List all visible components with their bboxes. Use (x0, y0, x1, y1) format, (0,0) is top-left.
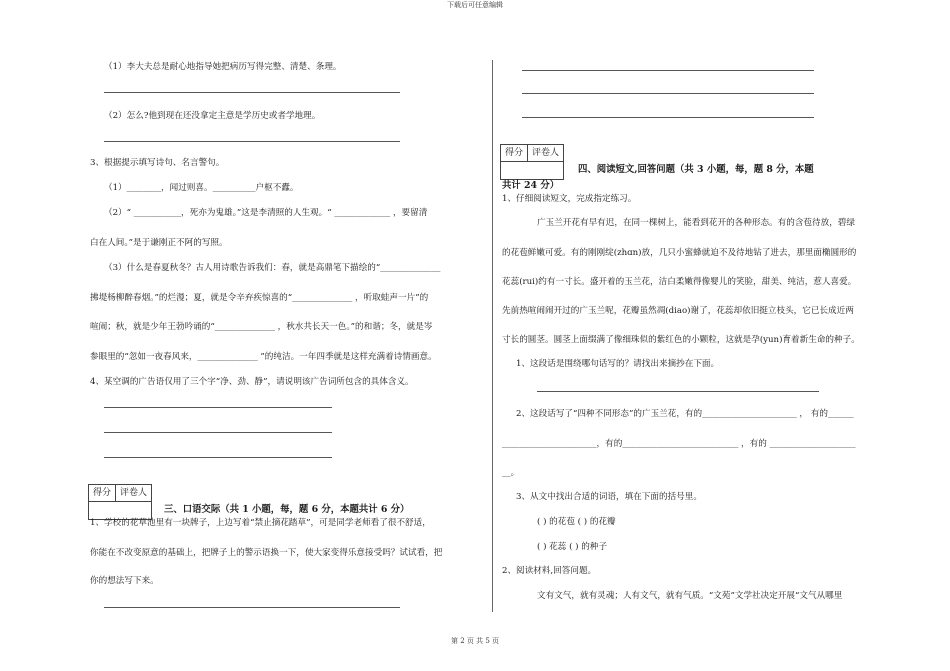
left-q3-title: 3、根据提示填写诗句、名言警句。 (90, 158, 225, 168)
answer-line (104, 607, 400, 608)
left-q3-3a: （3）什么是春夏秋冬？古人用诗歌告诉我们：春，就是高鼎笔下描绘的“______________ (104, 263, 441, 273)
grader-label: 评卷人 (527, 145, 563, 162)
section4-title-b: 共计 24 分） (502, 180, 560, 191)
answer-line (104, 141, 400, 142)
section3-q1c: 你的想法写下来。 (90, 576, 159, 586)
passage-line-4: 先前热喧闹闹开过的广玉兰呢，花瓣虽然凋(diao)谢了，花蕊却依旧挺立枝头，它已长成近两 (502, 306, 854, 316)
left-q1: （1）李大夫总是耐心地指导她把病历写得完整、清楚、条理。 (104, 62, 342, 72)
passage-line-3: 花蕊(rui)约有一寸长。盛开着的玉兰花，洁白柔嫩得像婴儿的笑脸，甜美、纯洁，惹人喜爱。 (502, 277, 857, 287)
answer-line (522, 93, 814, 94)
passage-line-2: 的花苞鲜嫩可爱。有的刚刚绽(zhɑn)放，几只小蜜蜂就迫不及待地钻了进去，那里面椭圆形的 (502, 248, 857, 258)
left-q3-3d: 参眼里的“忽如一夜春风来，______________ ”的纯洁。一年四季就是这样充满着诗情画意。 (90, 352, 437, 362)
answer-line (104, 92, 400, 93)
answer-line (104, 457, 332, 458)
page-footer: 第 2 页 共 5 页 (450, 637, 500, 645)
passage-line-5: 寸长的圆茎。圆茎上面缀满了像细珠似的紫红色的小颗粒，这就是孕(yun)育着新生命的种子。 (502, 335, 860, 345)
answer-line (522, 117, 814, 118)
left-q4: 4、某空调的广告语仅用了三个字“净、劲、静”，请说明该广告词所包含的具体含义。 (90, 377, 414, 387)
page-header: 下载后可任意编辑 (447, 1, 503, 9)
score-box (88, 484, 152, 520)
left-q3-1: （1）________，闻过则喜。__________户枢不蠹。 (104, 183, 299, 193)
reading1-q1: 1、这段话是围绕哪句话写的？请找出来摘抄在下面。 (516, 359, 720, 369)
reading1-q3: 3、从文中找出合适的词语，填在下面的括号里。 (516, 492, 702, 502)
section3-q1b: 你能在不改变原意的基础上，把牌子上的警示语换一下，使大家变得乐意接受吗？试试看，把 (90, 548, 443, 558)
answer-line (104, 407, 332, 408)
left-q3-3c: 喧闹；秋，就是少年王勃吟诵的“______________ ，秋水共长天一色。”的和谐；冬，就是岑 (90, 322, 433, 332)
section4-title-a: 四、阅读短文,回答问题（共 3 小题，每，题 8 分，本题 (578, 164, 814, 175)
left-q3-2a: （2）“ ___________，死亦为鬼雄。”这是李清照的人生观。“ _____________ ，要留清 (104, 208, 428, 218)
left-q3-3b: 拂堤杨柳醉春烟。”的烂漫；夏，就是令辛弃疾惊喜的“______________ ，听取蛙声一片”的 (90, 293, 429, 303)
reading1-q2a: 2、这段话写了“四种不同形态”的广玉兰花，有的______________________ ， 有的______ (516, 409, 854, 419)
answer-line (522, 70, 814, 71)
reading1-q2b: ______________________，有的___________________________ ，有的 ____________________ (502, 439, 856, 449)
reading2-title: 2、阅读材料,回答问题。 (502, 566, 597, 576)
answer-line (537, 391, 819, 392)
passage2-line-1: 文有文气，就有灵魂；人有文气，就有气质。“文苑”文学社决定开展“文气从哪里 (537, 591, 843, 601)
score-label: 得分 (89, 485, 115, 502)
left-q2: （2）怎么?他到现在还没拿定主意是学历史或者学地理。 (104, 111, 321, 121)
left-q3-2b: 白在人间。”是于谦刚正不阿的写照。 (90, 238, 228, 248)
column-divider (492, 60, 493, 612)
score-box (500, 144, 564, 180)
score-label: 得分 (501, 145, 527, 162)
reading1-q3-1: ( ) 的花苞 ( ) 的花瓣 (537, 517, 616, 527)
reading1-intro: 1、仔细阅读短文，完成指定练习。 (502, 194, 637, 204)
grader-label: 评卷人 (115, 485, 151, 502)
section3-title: 三、口语交际（共 1 小题，每，题 6 分，本题共计 6 分） (164, 504, 410, 515)
answer-line (104, 432, 332, 433)
passage-line-1: 广玉兰开花有早有迟，在同一棵树上，能看到花开的各种形态。有的含苞待放，碧绿 (537, 218, 855, 228)
section3-q1a: 1、学校的花草池里有一块牌子，上边写着“禁止摘花踏草”，可是同学老师看了很不舒适， (90, 518, 431, 528)
reading1-q2c: __。 (502, 468, 520, 478)
reading1-q3-2: ( ) 花蕊 ( ) 的种子 (537, 542, 608, 552)
